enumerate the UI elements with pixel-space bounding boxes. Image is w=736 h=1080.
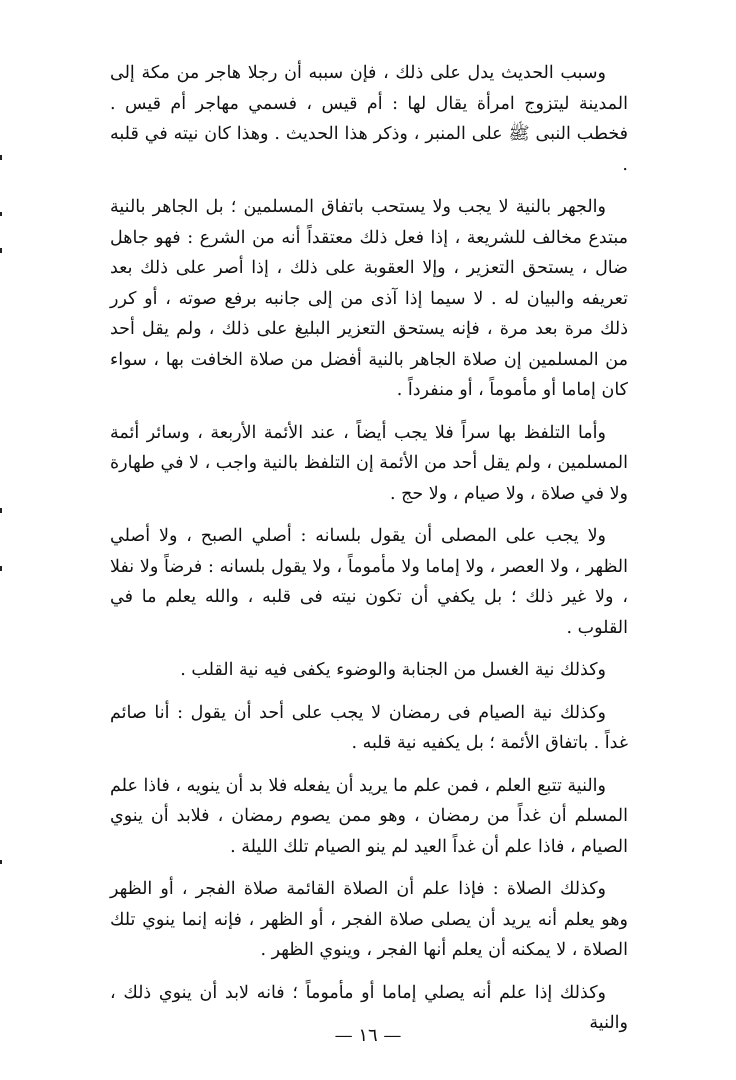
- scan-edge-mark: [0, 155, 2, 160]
- scan-edge-mark: [0, 566, 2, 571]
- paragraph-7: والنية تتبع العلم ، فمن علم ما يريد أن يفعله فلا بد أن ينويه ، فاذا علم المسلم أن غداً من رمضان ، وهو ممن يصوم رمضان ، فلابد أن ينوي الصيام ، فاذا علم أن غداً العيد لم ينو الصيام تلك الليلة .: [110, 775, 628, 857]
- paragraph-5: وكذلك نية الغسل من الجنابة والوضوء يكفى فيه نية القلب .: [180, 660, 606, 680]
- scan-edge-mark: [0, 860, 2, 864]
- scan-edge-mark: [0, 212, 2, 216]
- scan-edge-mark: [0, 248, 2, 253]
- paragraph-2: والجهر بالنية لا يجب ولا يستحب باتفاق المسلمين ؛ بل الجاهر بالنية مبتدع مخالف للشريعة ، إذا فعل ذلك معتقداً أنه من الشرع : فهو جاهل ضال ، يستحق التعزير ، وإلا العقوبة على ذلك ، إذا أصر على ذلك بعد تعريفه والبيان له . لا سيما إذا آذى من إلى جانبه برفع صوته ، أو كرر ذلك مرة بعد مرة ، فإنه يستحق التعزير البليغ على ذلك ، ولم يقل أحد من المسلمين إن صلاة الجاهر بالنية أفضل من صلاة الخافت بها ، سواء كان إماما أو مأموماً ، أو منفرداً .: [110, 197, 628, 400]
- page-number: — ١٦ —: [334, 1025, 402, 1046]
- paragraph-3: وأما التلفظ بها سراً فلا يجب أيضاً ، عند الأئمة الأربعة ، وسائر أئمة المسلمين ، ولم يقل أحد من الأئمة إن التلفظ بالنية واجب ، لا في طهارة ولا في صلاة ، ولا صيام ، ولا حج .: [110, 422, 628, 504]
- paragraph-1: وسبب الحديث يدل على ذلك ، فإن سببه أن رجلا هاجر من مكة إلى المدينة ليتزوج امرأة يقال لها : أم قيس ، فسمي مهاجر أم قيس . فخطب النبى ﷺ على المنبر ، وذكر هذا الحديث . وهذا كان نيته في قلبه .: [110, 63, 628, 175]
- paragraph-6: وكذلك نية الصيام فى رمضان لا يجب على أحد أن يقول : أنا صائم غداً . باتفاق الأئمة ؛ بل يكفيه نية قلبه .: [110, 702, 628, 753]
- body-text: [110, 58, 628, 1051]
- paragraph-8: وكذلك الصلاة : فإذا علم أن الصلاة القائمة صلاة الفجر ، أو الظهر وهو يعلم أنه يريد أن يصلى صلاة الفجر ، أو الظهر ، فإنه إنما ينوي تلك الصلاة ، لا يمكنه أن يعلم أنها الفجر ، وينوي الظهر .: [110, 879, 628, 960]
- scan-edge-mark: [0, 508, 2, 513]
- paragraph-4: ولا يجب على المصلى أن يقول بلسانه : أصلي الصبح ، ولا أصلي الظهر ، ولا العصر ، ولا إماما ولا مأموماً ، ولا يقول بلسانه : فرضاً ولا نفلا ، ولا غير ذلك ؛ بل يكفي أن تكون نيته فى قلبه ، والله يعلم ما في القلوب .: [110, 526, 628, 638]
- paragraph-9: وكذلك إذا علم أنه يصلي إماما أو مأموماً ؛ فانه لابد أن ينوي ذلك ، والنية: [110, 982, 628, 1033]
